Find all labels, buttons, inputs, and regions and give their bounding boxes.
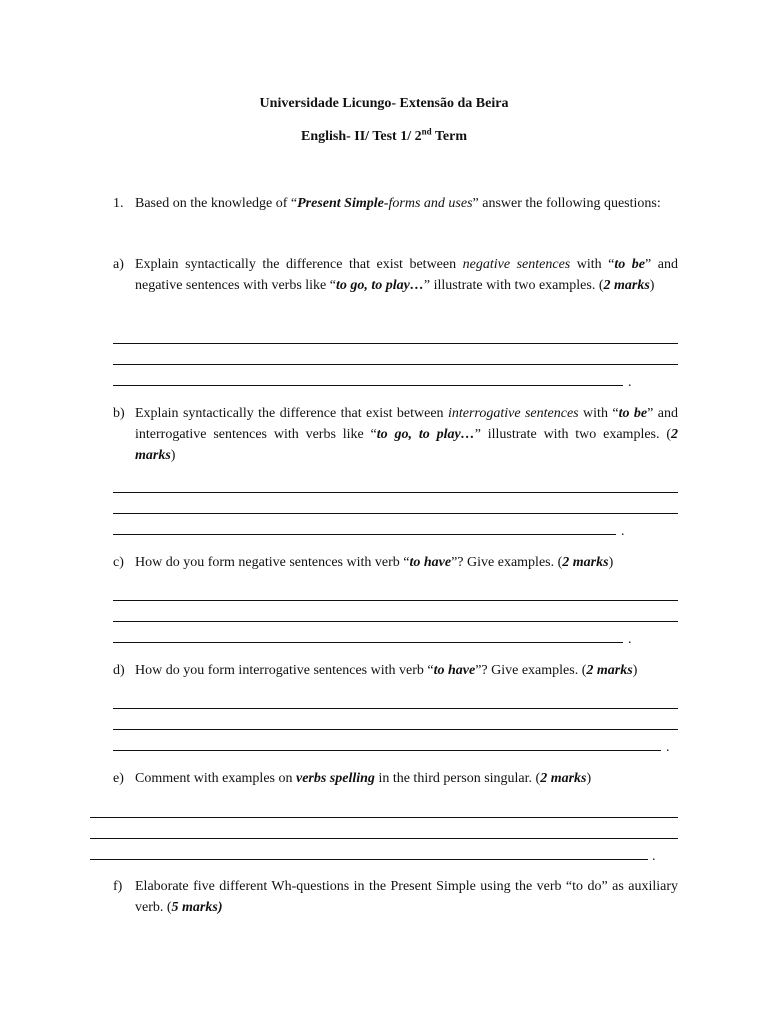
answer-line[interactable] (113, 534, 616, 535)
question-a-text-part: Explain syntactically the difference that exist between (135, 257, 463, 272)
answer-end-dot: . (628, 375, 632, 390)
question-c-marks: 2 marks (562, 555, 609, 570)
question-a-text-part: ” and negative sentences with verbs like “ (135, 257, 678, 293)
question-a-text-part: with “ (570, 257, 615, 272)
question-d-label: d) (113, 663, 125, 678)
question-1-emphasis: Present Simple- (297, 196, 389, 211)
question-d-marks: 2 marks (586, 663, 633, 678)
question-1-text-part: Based on the knowledge of “ (135, 196, 298, 211)
question-f-label: f) (113, 879, 123, 894)
question-b-italic: interrogative sentences (447, 406, 579, 421)
answer-line[interactable] (113, 513, 678, 514)
question-b-text-part: ” illustrate with two examples. ( (474, 427, 671, 442)
question-a-italic: negative sentences (462, 257, 571, 272)
answer-line[interactable] (113, 621, 678, 622)
university-title: Universidade Licungo- Extensão da Beira (259, 96, 509, 111)
question-1-italic: forms and uses (388, 196, 473, 211)
answer-end-dot: . (621, 524, 625, 539)
question-e-label: e) (113, 771, 124, 786)
test-title (0, 126, 768, 147)
question-b (113, 403, 678, 466)
question-e (113, 768, 678, 789)
answer-line[interactable] (113, 492, 678, 493)
answer-end-dot: . (666, 740, 670, 755)
answer-end-dot: . (628, 632, 632, 647)
question-c-text-end: ) (608, 555, 614, 570)
answer-line[interactable] (113, 600, 678, 601)
question-a (113, 254, 678, 296)
question-c-text-part: How do you form negative sentences with verb “ (135, 555, 410, 570)
question-d (113, 660, 678, 681)
question-d-emphasis: to have (433, 663, 476, 678)
answer-line[interactable] (113, 385, 623, 386)
question-1-number: 1. (113, 196, 124, 211)
question-c-text (135, 552, 678, 573)
question-c-text-part: ”? Give examples. ( (451, 555, 563, 570)
question-f-text-part: Elaborate five different Wh-questions in the Present Simple using the verb “to do” as auxiliary verb. ( (135, 879, 678, 915)
question-b-label: b) (113, 406, 125, 421)
question-a-text-end: ) (649, 278, 655, 293)
question-1-text-end: ” answer the following questions: (472, 196, 661, 211)
question-a-label: a) (113, 257, 124, 272)
test-title-ordinal: nd (421, 126, 432, 137)
answer-end-dot: . (652, 849, 656, 864)
question-d-text (135, 660, 678, 681)
answer-line[interactable] (113, 729, 678, 730)
question-b-text-part: with “ (578, 406, 619, 421)
question-b-text-end: ) (170, 448, 176, 463)
question-b-text-part: Explain syntactically the difference that exist between (135, 406, 448, 421)
question-e-text-part: in the third person singular. ( (374, 771, 541, 786)
question-a-marks: 2 marks (603, 278, 650, 293)
question-e-text-part: Comment with examples on (135, 771, 296, 786)
question-e-text-end: ) (586, 771, 592, 786)
question-d-text-end: ) (632, 663, 638, 678)
question-c-emphasis: to have (409, 555, 452, 570)
question-a-text-part: ” illustrate with two examples. ( (423, 278, 604, 293)
question-b-emphasis: to go, to play… (376, 427, 475, 442)
answer-line[interactable] (90, 859, 648, 860)
question-d-text-part: ”? Give examples. ( (475, 663, 587, 678)
question-b-emphasis: to be (618, 406, 648, 421)
answer-line[interactable] (113, 642, 623, 643)
answer-line[interactable] (113, 343, 678, 344)
answer-line[interactable] (113, 750, 661, 751)
question-e-emphasis: verbs spelling (295, 771, 375, 786)
answer-line[interactable] (113, 364, 678, 365)
question-a-emphasis: to go, to play… (335, 278, 424, 293)
answer-line[interactable] (90, 817, 678, 818)
question-b-marks: 2 marks (135, 427, 678, 463)
question-f-marks: 5 marks) (171, 900, 223, 915)
question-c (113, 552, 678, 573)
question-1 (113, 193, 678, 214)
test-title-main: English- II/ Test 1/ 2 (300, 129, 422, 144)
question-b-text-part: ” and interrogative sentences with verbs like “ (135, 406, 678, 442)
question-e-marks: 2 marks (540, 771, 587, 786)
question-f-text (135, 876, 678, 918)
question-a-text (135, 254, 678, 296)
question-a-emphasis: to be (614, 257, 646, 272)
answer-line[interactable] (113, 708, 678, 709)
question-d-text-part: How do you form interrogative sentences with verb “ (135, 663, 434, 678)
question-f (113, 876, 678, 918)
question-1-text (135, 193, 678, 214)
answer-line[interactable] (90, 838, 678, 839)
question-e-text (135, 768, 678, 789)
question-b-text (135, 403, 678, 466)
question-c-label: c) (113, 555, 124, 570)
test-title-term: Term (431, 129, 467, 144)
